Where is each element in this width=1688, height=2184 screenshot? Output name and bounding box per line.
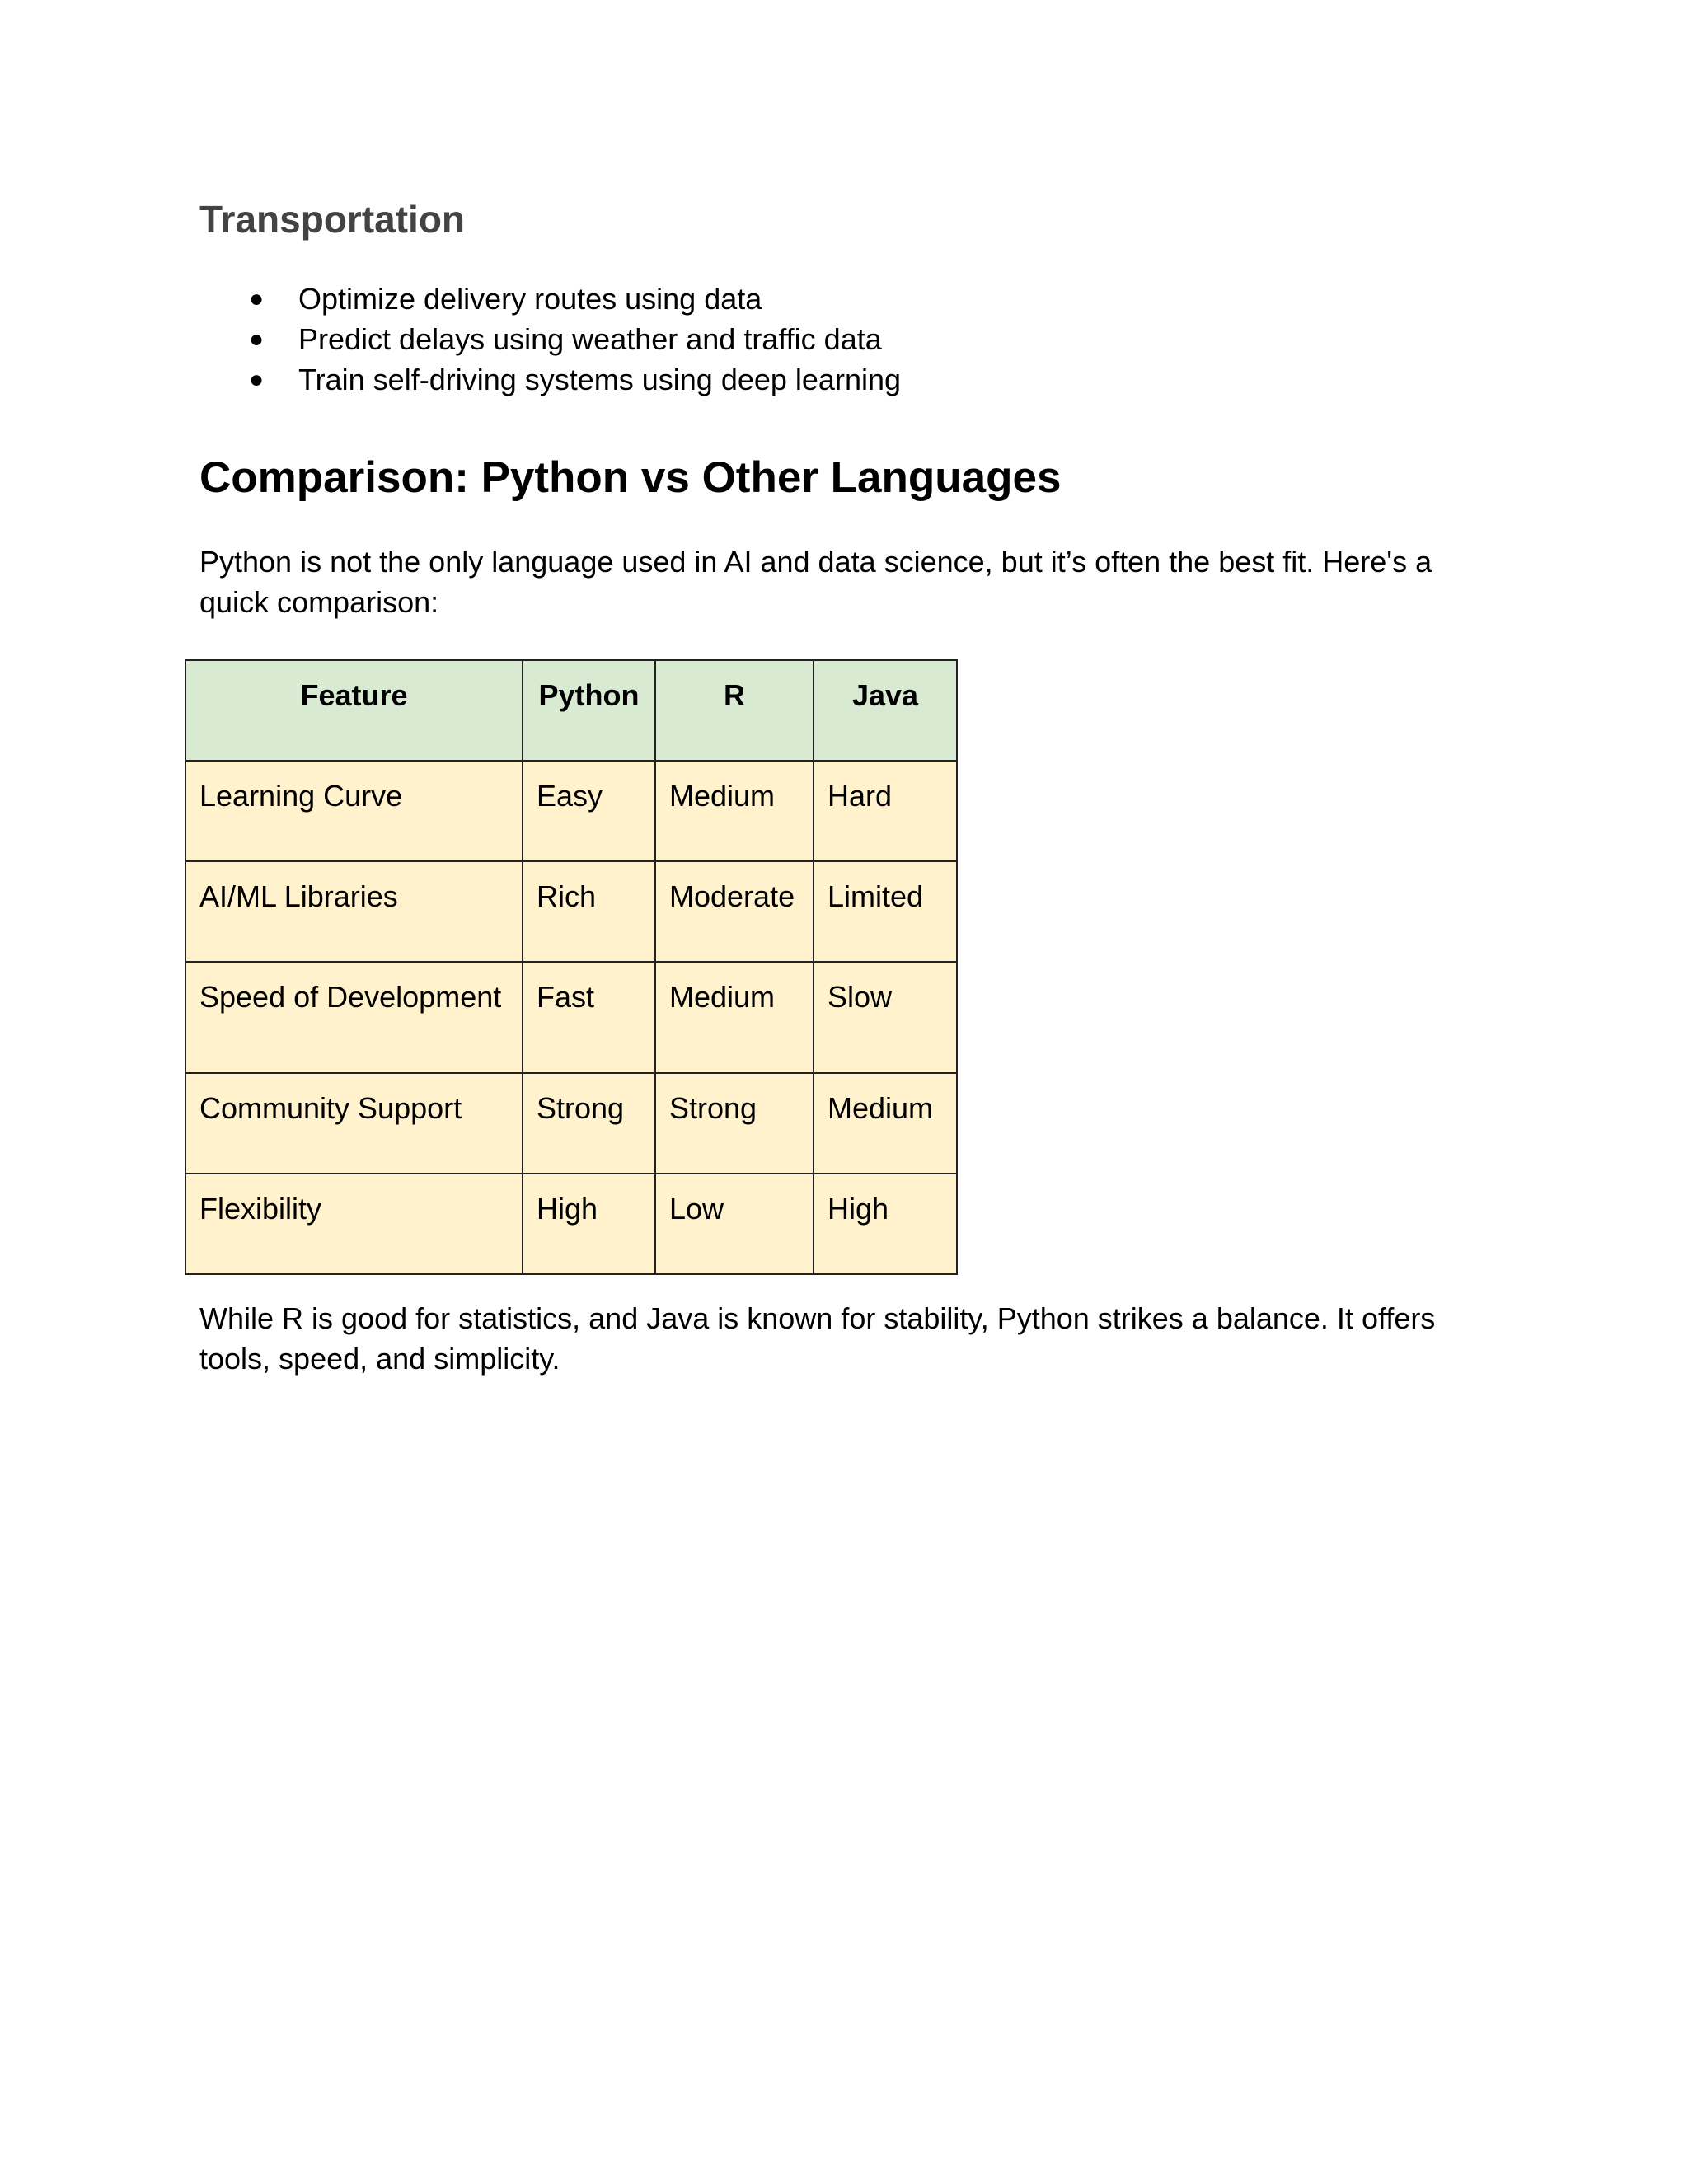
- table-row: [185, 1174, 957, 1274]
- list-item: [199, 359, 901, 400]
- table-cell: Moderate: [655, 861, 814, 962]
- column-header-feature: Feature: [185, 660, 523, 761]
- table-cell: Slow: [814, 962, 957, 1073]
- comparison-heading: Comparison: Python vs Other Languages: [199, 453, 1062, 502]
- table-cell: Medium: [655, 761, 814, 861]
- table-row: [185, 1073, 957, 1174]
- table-cell: Limited: [814, 861, 957, 962]
- table-cell: Strong: [523, 1073, 655, 1174]
- table-cell: Medium: [655, 962, 814, 1073]
- list-item-text: Optimize delivery routes using data: [298, 282, 762, 316]
- table-cell: Low: [655, 1174, 814, 1274]
- conclusion-paragraph: While R is good for statistics, and Java is known for stability, Python strikes a balance. It offers tools, speed, and simplicity.: [199, 1301, 1436, 1376]
- bullet-icon: ●: [249, 366, 265, 393]
- bullet-icon: ●: [249, 285, 265, 312]
- table-cell: Medium: [814, 1073, 957, 1174]
- table-cell: Hard: [814, 761, 957, 861]
- column-header-python: Python: [523, 660, 655, 761]
- table-cell: Speed of Development: [185, 962, 523, 1073]
- column-header-java: Java: [814, 660, 957, 761]
- list-item: [199, 279, 901, 319]
- table-cell: High: [814, 1174, 957, 1274]
- section-heading-transportation: Transportation: [199, 198, 466, 241]
- table-row: [185, 962, 957, 1073]
- table-cell: AI/ML Libraries: [185, 861, 523, 962]
- intro-paragraph: Python is not the only language used in AI and data science, but it’s often the best fit. Here's a quick comparison:: [199, 545, 1432, 619]
- list-item-text: Predict delays using weather and traffic data: [298, 322, 882, 356]
- table-cell: Flexibility: [185, 1174, 523, 1274]
- bullet-icon: ●: [249, 326, 265, 353]
- list-item-text: Train self-driving systems using deep learning: [298, 363, 902, 396]
- table-cell: Rich: [523, 861, 655, 962]
- table-row: [185, 861, 957, 962]
- table-cell: Easy: [523, 761, 655, 861]
- table-cell: Learning Curve: [185, 761, 523, 861]
- comparison-table: [185, 659, 958, 1275]
- table-row: [185, 761, 957, 861]
- column-header-r: R: [655, 660, 814, 761]
- table-cell: Strong: [655, 1073, 814, 1174]
- table-header-row: [185, 660, 957, 761]
- table-cell: High: [523, 1174, 655, 1274]
- table-cell: Community Support: [185, 1073, 523, 1174]
- bullet-list: [199, 279, 901, 400]
- table-cell: Fast: [523, 962, 655, 1073]
- list-item: [199, 319, 901, 359]
